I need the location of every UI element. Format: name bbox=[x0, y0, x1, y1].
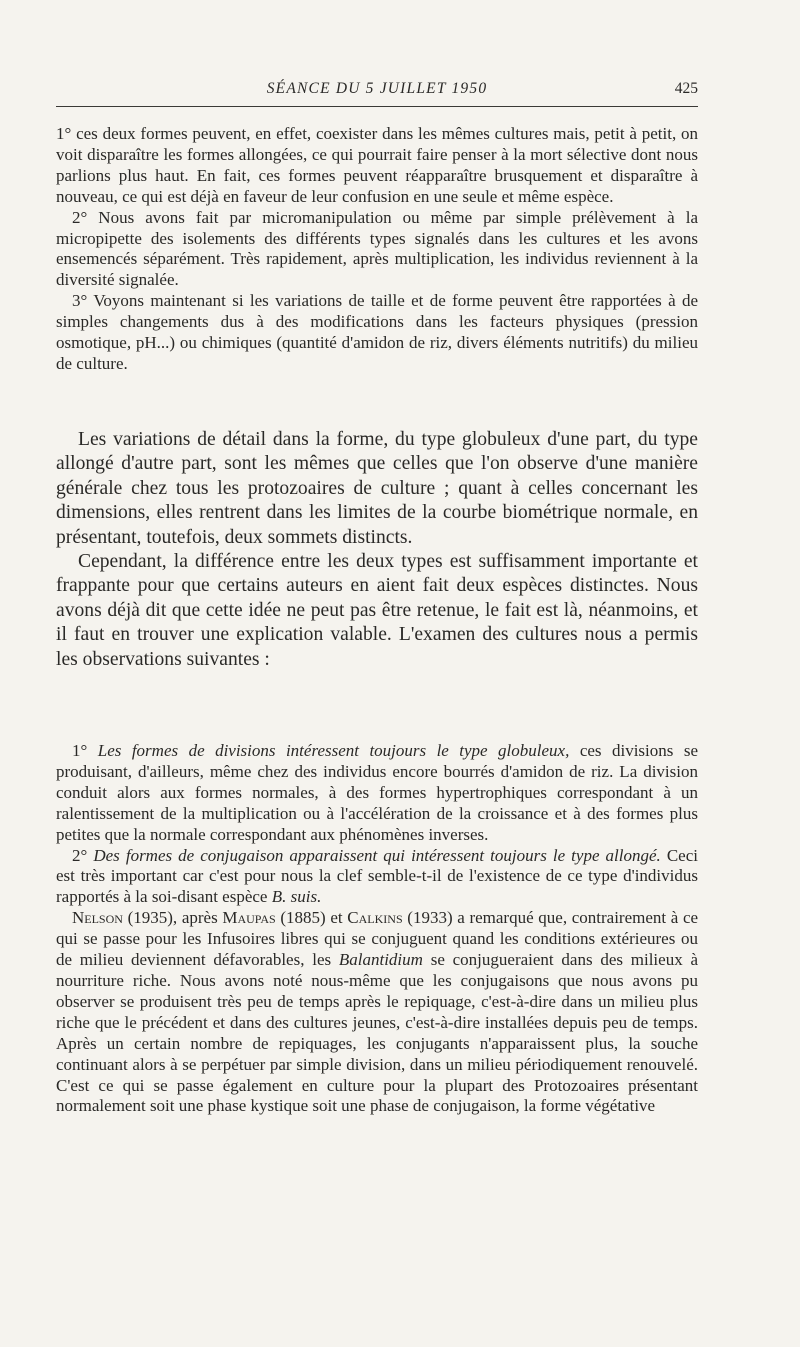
item-number: 1° bbox=[72, 741, 88, 760]
main-discussion bbox=[56, 428, 698, 672]
divisions-text: ces divisions se produisant, d'ailleurs, même chez des individus encore bourrés d'amidon de riz. La division conduit alors aux formes normales, à des formes hypertrophiques correspondant à un ralentissement de la multiplication ou à l'accélération de la croissance et à des formes plus petites que la normale correspondant aux phénomènes inverses. bbox=[56, 741, 698, 844]
paragraph-observation-2: 2° Nous avons fait par micromanipulation ou même par simple prélèvement à la micropipette des isolements des différents types signalés dans les cultures et les avons ensemencés séparément. Très rapidement, après multiplication, les individus reviennent à la diversité signalée. bbox=[56, 207, 698, 290]
paragraph-cependant: Cependant, la différence entre les deux types est suffisamment importante et frappante pour que certains auteurs en aient fait deux espèces distinctes. Nous avons déjà dit que cette idée ne peut pas être retenue, le fait est là, néanmoins, et il faut en trouver une explication valable. L'examen des cultures nous a permis les observations suivantes : bbox=[56, 551, 698, 670]
author-name: Calkins bbox=[347, 908, 403, 928]
paragraph-conjugaison bbox=[56, 846, 698, 909]
paragraph-divisions bbox=[56, 741, 698, 846]
species-name: B. suis. bbox=[271, 887, 322, 907]
paragraph-nelson bbox=[56, 908, 698, 1117]
text-segment: (1885) et bbox=[280, 908, 343, 928]
page-header bbox=[56, 78, 698, 107]
paragraph-observation-3: 3° Voyons maintenant si les variations de taille et de forme peuvent être rapportées à de simples changements dus à des modifications dans les facteurs physiques (pression osmotique, pH...) ou chimiques (quantité d'amidon de riz, divers éléments nutritifs) du milieu de culture. bbox=[56, 291, 698, 373]
author-name: Nelson bbox=[72, 908, 123, 928]
paragraph-variations: Les variations de détail dans la forme, du type globuleux d'une part, du type allongé d'autre part, sont les mêmes que celles que l'on observe d'une manière générale chez tous les protozoaires de culture ; quant à celles concernant les dimensions, elles rentrent dans les limites de la courbe biométrique normale, en présentant, toutefois, deux sommets distincts. bbox=[56, 429, 698, 548]
divisions-heading: Les formes de divisions intéressent toujours le type globuleux, bbox=[97, 741, 570, 760]
numbered-observations bbox=[56, 124, 698, 375]
paragraph-observation-1: 1° ces deux formes peuvent, en effet, coexister dans les mêmes cultures mais, petit à petit, on voit disparaître les formes allongées, ce qui pourrait faire penser à la mort sélective dont nous parlions plus haut. En fait, ces formes peuvent réapparaître brusquement et disparaître à nouveau, ce qui est déjà en faveur de leur confusion en une seule et même espèce. bbox=[56, 124, 698, 206]
page-number: 425 bbox=[674, 80, 698, 97]
culture-observations bbox=[56, 741, 698, 1117]
author-name: Maupas bbox=[222, 908, 276, 928]
conjugaison-heading: Des formes de conjugaison apparaissent qui intéressent toujours le type allongé. bbox=[93, 845, 661, 865]
text-segment: (1933) a remarqué que, contrairement à ce qui se passe pour les Infusoires libres qui se conjuguent quand les conditions extérieures ou de milieu deviennent défavorables, les bbox=[56, 908, 699, 970]
item-number: 2° bbox=[72, 845, 88, 865]
running-title: SÉANCE DU 5 JUILLET 1950 bbox=[266, 80, 488, 97]
text-segment: (1935), après bbox=[127, 908, 218, 928]
conjugaison-text: Ceci est très important car c'est pour nous la clef semble-t-il de l'existence de ce type d'individus rapportés à la soi-disant espèce bbox=[56, 845, 698, 907]
genus-name: Balantidium bbox=[338, 950, 423, 970]
text-segment: se conjugueraient dans des milieux à nourriture riche. Nous avons noté nous-même que les conjugaisons que nous avons pu observer se produisent très peu de temps après le repiquage, c'est-à-dire dans un milieu plus riche que le précédent et dans des cultures jeunes, c'est-à-dire installées depuis peu de temps. Après un certain nombre de repiquages, les conjugants n'apparaissent plus, la souche continuant alors à se perpétuer par simple division, dans un milieu périodiquement renouvelé. C'est ce qui se passe également en culture pour la plupart des Protozoaires présentant normalement soit une phase kystique soit une phase de conjugaison, la forme végétative bbox=[56, 950, 699, 1116]
